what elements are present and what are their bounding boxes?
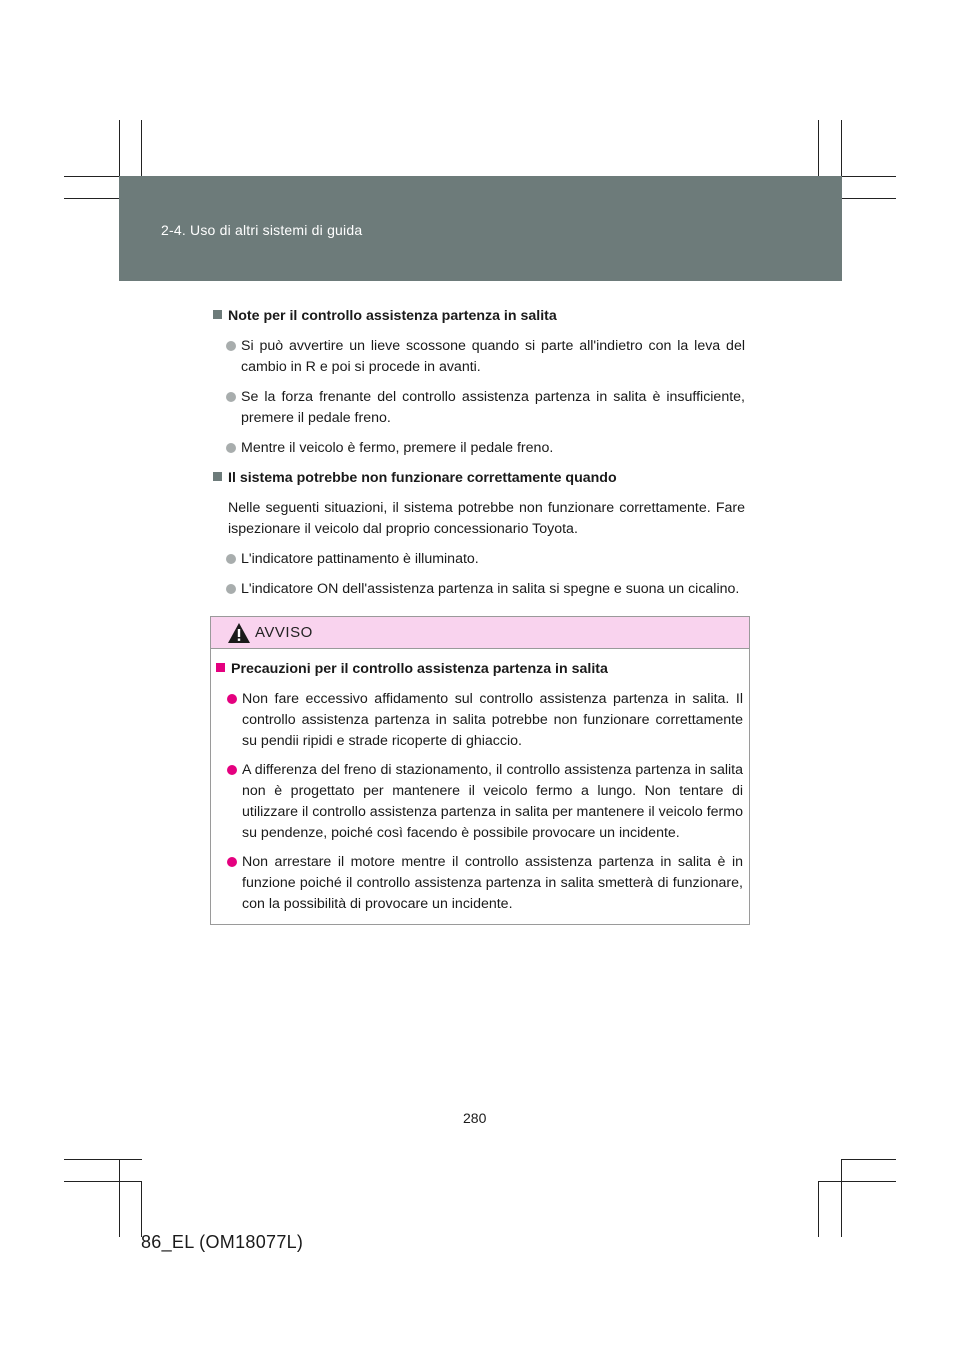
list-item: Non arrestare il motore mentre il controllo assistenza partenza in salita è in funzione poiché il controllo assistenza partenza in salita smetterà di funzionare, con la possibilità di provocare un incidente. (227, 852, 743, 915)
crop-mark (818, 1181, 819, 1237)
circle-bullet-icon (226, 554, 236, 564)
circle-bullet-icon (226, 584, 236, 594)
warning-body (211, 649, 749, 915)
circle-bullet-icon (227, 857, 237, 867)
warning-header (211, 617, 749, 649)
document-code: 86_EL (OM18077L) (141, 1232, 304, 1252)
circle-bullet-icon (226, 443, 236, 453)
list-item: Se la forza frenante del controllo assistenza partenza in salita è insufficiente, premere il pedale freno. (226, 387, 745, 429)
warning-label: AVVISO (255, 624, 313, 641)
circle-bullet-icon (226, 392, 236, 402)
section-heading: Note per il controllo assistenza partenza in salita (213, 306, 745, 327)
section-header-band (119, 176, 842, 281)
section-intro: Nelle seguenti situazioni, il sistema potrebbe non funzionare correttamente. Fare ispezionare il veicolo dal proprio concessionario Toyota. (228, 500, 745, 537)
crop-mark (64, 1159, 142, 1160)
circle-bullet-icon (226, 341, 236, 351)
warning-heading: Precauzioni per il controllo assistenza partenza in salita (216, 659, 743, 680)
page-number: 280 (463, 1110, 487, 1126)
section-heading: Il sistema potrebbe non funzionare correttamente quando (213, 468, 745, 489)
crop-mark (119, 1159, 120, 1237)
crop-mark (141, 1181, 142, 1237)
warning-box (210, 616, 750, 925)
list-item: Si può avvertire un lieve scossone quando si parte all'indietro con la leva del cambio in R e poi si procede in avanti. (226, 336, 745, 378)
crop-mark (841, 1159, 842, 1237)
list-item: A differenza del freno di stazionamento, il controllo assistenza partenza in salita non è progettato per mantenere il veicolo fermo a lungo. Non tentare di utilizzare il controllo assistenza partenza in salita per mantenere il veicolo fermo su pendenze, poiché così facendo è possibile provocare un incidente. (227, 760, 743, 844)
list-item: Non fare eccessivo affidamento sul controllo assistenza partenza in salita. Il controllo assistenza partenza in salita potrebbe non funzionare correttamente su pendii ripidi e strade ricoperte di ghiaccio. (227, 689, 743, 752)
warning-triangle-icon (227, 622, 251, 644)
square-bullet-icon (216, 663, 225, 672)
list-item: Mentre il veicolo è fermo, premere il pedale freno. (226, 438, 745, 459)
list-item: L'indicatore ON dell'assistenza partenza in salita si spegne e suona un cicalino. (226, 579, 745, 600)
list-item: L'indicatore pattinamento è illuminato. (226, 549, 745, 570)
section-title: 2-4. Uso di altri sistemi di guida (161, 222, 363, 238)
circle-bullet-icon (227, 765, 237, 775)
square-bullet-icon (213, 472, 222, 481)
square-bullet-icon (213, 310, 222, 319)
circle-bullet-icon (227, 694, 237, 704)
crop-mark (841, 1159, 896, 1160)
crop-mark (818, 1181, 896, 1182)
main-content (213, 306, 745, 609)
crop-mark (64, 1181, 142, 1182)
